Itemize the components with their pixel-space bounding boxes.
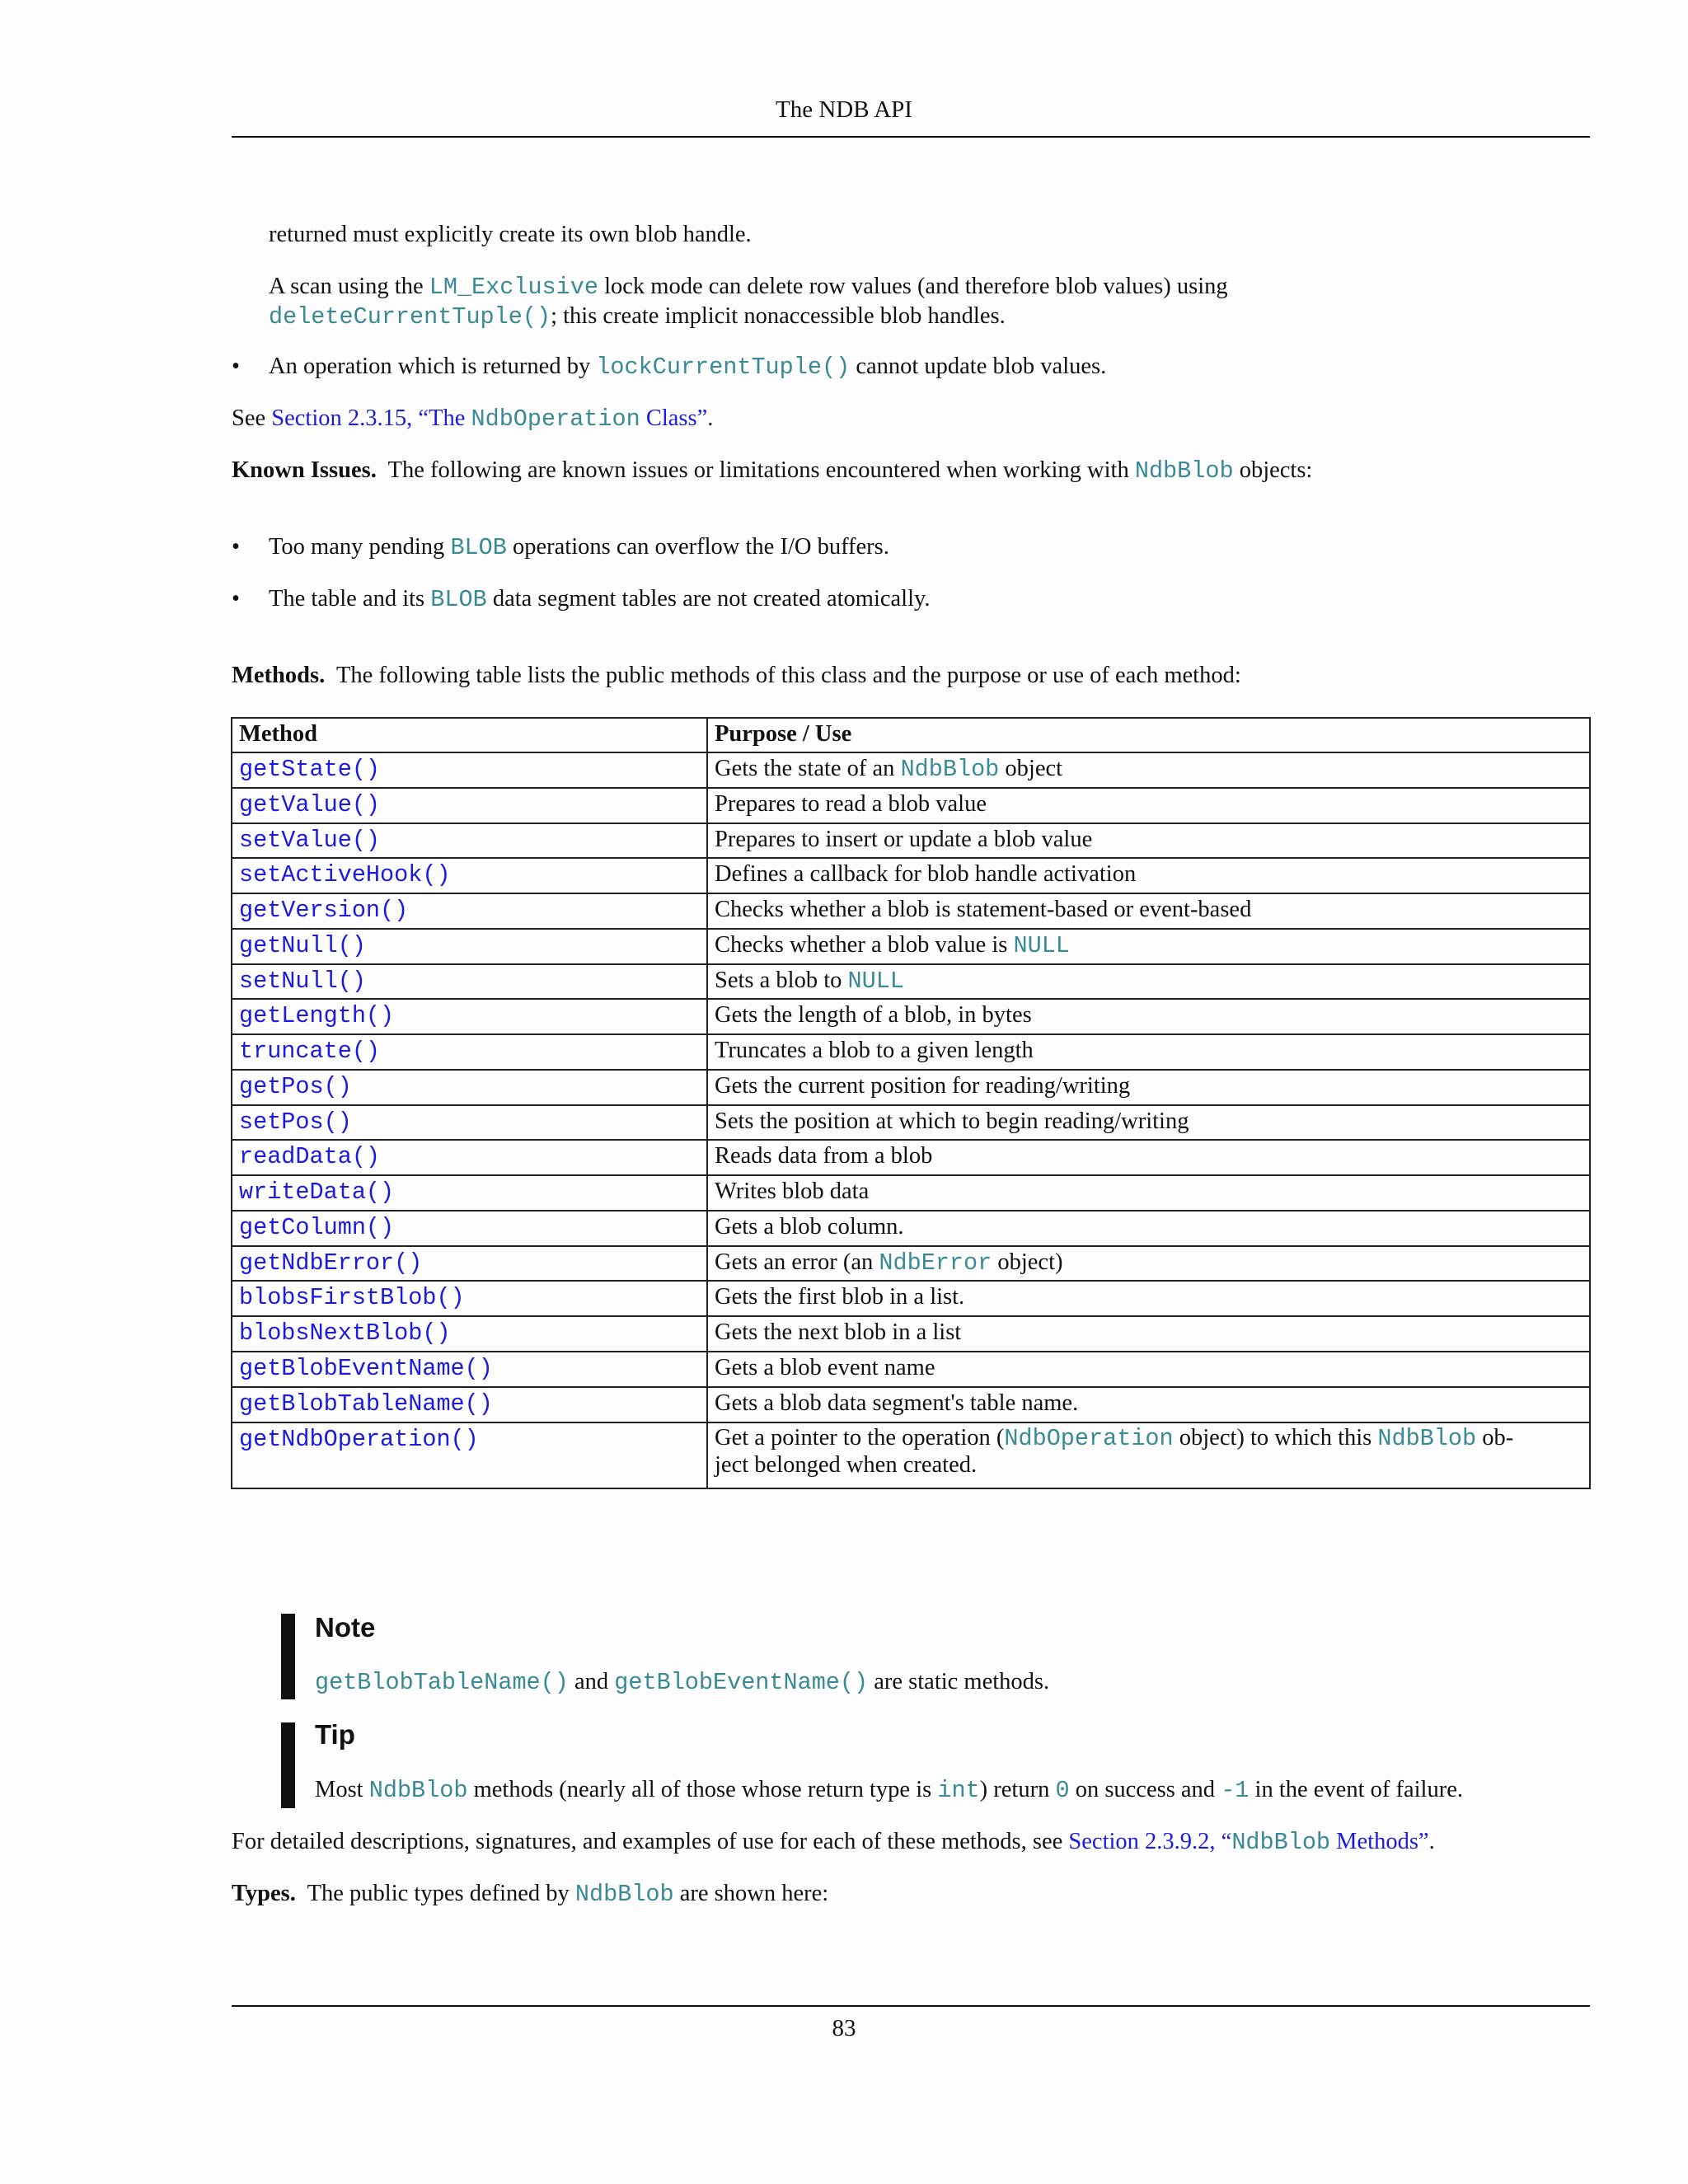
known-issues-label: Known Issues. — [232, 457, 377, 483]
purpose-cell: Checks whether a blob is statement-based or event-based — [707, 893, 1590, 929]
lock-current-tuple-code: lockCurrentTuple() — [596, 354, 851, 381]
bullet-dot: • — [232, 586, 240, 612]
method-cell — [232, 999, 707, 1034]
method-link[interactable]: getBlobTableName() — [239, 1390, 493, 1418]
see-also-line — [232, 405, 713, 434]
table-row — [232, 1105, 1590, 1141]
table-row — [232, 929, 1590, 964]
column-header-method: Method — [232, 718, 707, 752]
footer-rule — [232, 2005, 1590, 2007]
lock-bullet — [269, 353, 1106, 382]
table-row — [232, 1246, 1590, 1282]
methods-label: Methods. — [232, 663, 326, 688]
method-link[interactable]: truncate() — [239, 1038, 381, 1066]
lm-exclusive-code: LM_Exclusive — [429, 274, 598, 301]
purpose-cell: Gets a blob data segment's table name. — [707, 1387, 1590, 1422]
method-link[interactable]: getNdbError() — [239, 1249, 423, 1277]
table-row — [232, 788, 1590, 823]
scan-paragraph — [269, 273, 1587, 332]
purpose-cell: Prepares to read a blob value — [707, 788, 1590, 823]
table-row — [232, 999, 1590, 1034]
method-cell — [232, 1316, 707, 1352]
tip-bar — [281, 1722, 295, 1808]
table-row — [232, 1422, 1590, 1488]
bullet-dot: • — [232, 354, 240, 379]
purpose-cell: Get a pointer to the operation (NdbOperation object) to which this NdbBlob ob- ject belonged when created. — [707, 1422, 1590, 1488]
note-title: Note — [315, 1612, 376, 1643]
method-link[interactable]: blobsNextBlob() — [239, 1319, 451, 1347]
methods-text: The following table lists the public methods of this class and the purpose or use of each method: — [325, 663, 1241, 688]
method-cell — [232, 1281, 707, 1316]
method-cell — [232, 893, 707, 929]
known-issues-paragraph — [232, 457, 1312, 486]
method-cell — [232, 1422, 707, 1488]
method-link[interactable]: getState() — [239, 756, 381, 783]
ndbblob-code: NdbBlob — [1134, 457, 1234, 485]
purpose-cell: Gets the next blob in a list — [707, 1316, 1590, 1352]
int-code: int — [937, 1777, 980, 1804]
note-bar — [281, 1614, 295, 1699]
page-header-title: The NDB API — [776, 96, 912, 123]
method-link[interactable]: getLength() — [239, 1002, 395, 1030]
page-number: 83 — [832, 2015, 856, 2041]
purpose-cell: Gets the first blob in a list. — [707, 1281, 1590, 1316]
ndbblob-code: NdbBlob — [368, 1777, 468, 1804]
intro-line: returned must explicitly create its own blob handle. — [269, 222, 752, 247]
method-cell — [232, 1105, 707, 1141]
method-cell — [232, 1140, 707, 1175]
table-row — [232, 1034, 1590, 1070]
purpose-cell: Gets an error (an NdbError object) — [707, 1246, 1590, 1282]
purpose-cell: Reads data from a blob — [707, 1140, 1590, 1175]
known-issues-post: objects: — [1233, 457, 1313, 483]
scan-text-pre: A scan using the — [269, 274, 429, 299]
method-cell — [232, 752, 707, 788]
method-link[interactable]: getNdbOperation() — [239, 1425, 479, 1453]
method-link[interactable]: writeData() — [239, 1179, 395, 1207]
blob-code: BLOB — [450, 534, 507, 561]
method-cell — [232, 929, 707, 964]
method-cell — [232, 1387, 707, 1422]
table-header-row — [232, 718, 1590, 752]
types-paragraph: Types. The public types defined by NdbBlob are shown here: — [232, 1881, 829, 1908]
purpose-cell: Writes blob data — [707, 1175, 1590, 1211]
method-link[interactable]: readData() — [239, 1143, 381, 1171]
table-row — [232, 1281, 1590, 1316]
note-text: getBlobTableName() and getBlobEventName() are static methods. — [315, 1669, 1050, 1696]
table-row — [232, 893, 1590, 929]
minus-one-code: -1 — [1221, 1777, 1250, 1804]
header-rule — [232, 136, 1590, 138]
method-link[interactable]: getValue() — [239, 790, 381, 818]
purpose-cell: Defines a callback for blob handle activation — [707, 858, 1590, 893]
lock-bullet-post: cannot update blob values. — [850, 354, 1107, 379]
method-link[interactable]: setValue() — [239, 826, 381, 854]
method-link[interactable]: getBlobEventName() — [239, 1355, 493, 1383]
see-pre: See — [232, 405, 272, 431]
purpose-cell: Gets the length of a blob, in bytes — [707, 999, 1590, 1034]
inline-code: NdbBlob — [900, 756, 1000, 783]
inline-code: NdbOperation — [1004, 1424, 1174, 1452]
table-row — [232, 1387, 1590, 1422]
method-cell — [232, 1070, 707, 1105]
method-cell — [232, 964, 707, 1000]
purpose-cell: Gets a blob column. — [707, 1211, 1590, 1246]
zero-code: 0 — [1055, 1777, 1070, 1804]
method-cell — [232, 1246, 707, 1282]
inline-code: NdbError — [879, 1249, 992, 1277]
table-row — [232, 1352, 1590, 1387]
delete-current-tuple-code: deleteCurrentTuple() — [269, 302, 551, 330]
bullet-dot: • — [232, 534, 240, 560]
method-link[interactable]: getPos() — [239, 1072, 352, 1100]
scan-text-mid: lock mode can delete row values (and therefore blob values) using — [598, 274, 1228, 299]
purpose-cell: Gets the state of an NdbBlob object — [707, 752, 1590, 788]
purpose-cell: Truncates a blob to a given length — [707, 1034, 1590, 1070]
method-cell — [232, 1352, 707, 1387]
method-cell — [232, 823, 707, 859]
get-blob-table-name-code: getBlobTableName() — [315, 1669, 569, 1696]
ndboperation-section-link[interactable]: Section 2.3.15, “The NdbOperation Class” — [271, 405, 708, 433]
types-label: Types. — [232, 1881, 296, 1906]
method-cell — [232, 1175, 707, 1211]
lock-bullet-pre: An operation which is returned by — [269, 354, 597, 379]
purpose-cell: Prepares to insert or update a blob value — [707, 823, 1590, 859]
table-row — [232, 752, 1590, 788]
table-row — [232, 1175, 1590, 1211]
tip-title: Tip — [315, 1719, 355, 1750]
table-row — [232, 964, 1590, 1000]
blob-code: BLOB — [430, 586, 487, 613]
table-row — [232, 1070, 1590, 1105]
method-link[interactable]: blobsFirstBlob() — [239, 1284, 465, 1312]
method-cell — [232, 788, 707, 823]
purpose-cell: Checks whether a blob value is NULL — [707, 929, 1590, 964]
method-link[interactable]: setNull() — [239, 967, 366, 995]
purpose-cell: Sets the position at which to begin reading/writing — [707, 1105, 1590, 1141]
methods-intro — [232, 662, 1241, 691]
scan-text-post: ; this create implicit nonaccessible blob handles. — [551, 302, 1006, 329]
method-cell — [232, 1034, 707, 1070]
method-link[interactable]: setPos() — [239, 1108, 352, 1136]
table-row — [232, 1316, 1590, 1352]
method-link[interactable]: setActiveHook() — [239, 861, 451, 889]
detailed-descriptions: For detailed descriptions, signatures, and examples of use for each of these methods, see Section 2.3.9.2, “NdbBlob Methods”. — [232, 1829, 1435, 1856]
inline-code: NULL — [1013, 931, 1070, 959]
purpose-cell: Sets a blob to NULL — [707, 964, 1590, 1000]
purpose-cell: Gets the current position for reading/writing — [707, 1070, 1590, 1105]
see-post: . — [707, 405, 714, 431]
issue-bullet-2: The table and its BLOB data segment tables are not created atomically. — [269, 586, 931, 613]
method-cell — [232, 858, 707, 893]
purpose-cell: Gets a blob event name — [707, 1352, 1590, 1387]
method-link[interactable]: getNull() — [239, 931, 366, 959]
table-row — [232, 823, 1590, 859]
method-link[interactable]: getVersion() — [239, 897, 409, 925]
methods-table — [231, 717, 1591, 1489]
table-row — [232, 858, 1590, 893]
column-header-purpose: Purpose / Use — [707, 718, 1590, 752]
known-issues-text: The following are known issues or limitations encountered when working with — [376, 457, 1135, 483]
inline-code: NdbBlob — [1377, 1424, 1477, 1452]
method-cell — [232, 1211, 707, 1246]
table-row — [232, 1211, 1590, 1246]
get-blob-event-name-code: getBlobEventName() — [614, 1669, 869, 1696]
tip-text: Most NdbBlob methods (nearly all of those whose return type is int) return 0 on success and -1 in the event of failure. — [315, 1777, 1463, 1804]
ndbblob-methods-section-link[interactable]: Section 2.3.9.2, “NdbBlob Methods” — [1068, 1829, 1429, 1856]
issue-bullet-1: Too many pending BLOB operations can overflow the I/O buffers. — [269, 534, 889, 561]
inline-code: NULL — [847, 967, 904, 995]
table-row — [232, 1140, 1590, 1175]
method-link[interactable]: getColumn() — [239, 1213, 395, 1241]
ndbblob-code: NdbBlob — [574, 1881, 674, 1908]
